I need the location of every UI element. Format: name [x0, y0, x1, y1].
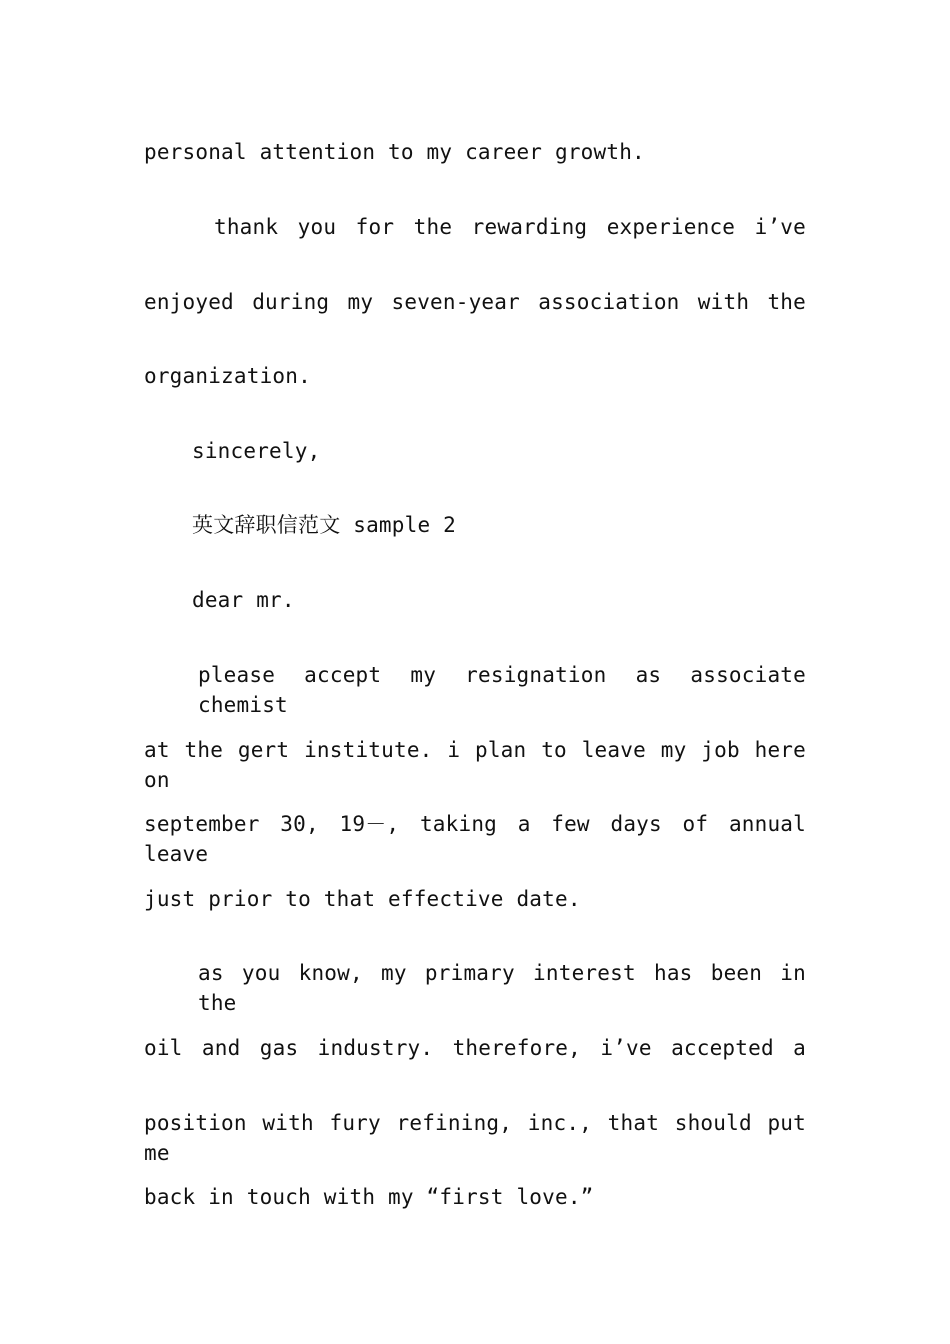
text-line: back in touch with my “first love.”: [144, 1185, 594, 1209]
text-line: oil and gas industry. therefore, i’ve accepted a: [144, 1036, 806, 1060]
text-line: personal attention to my career growth.: [144, 140, 645, 164]
paragraph-first-line: please accept my resignation as associate chemist: [198, 663, 806, 717]
paragraph-first-line: as you know, my primary interest has been in the: [198, 961, 806, 1015]
section-heading: 英文辞职信范文 sample 2: [192, 513, 456, 537]
text-line: just prior to that effective date.: [144, 887, 581, 911]
text-line: enjoyed during my seven-year association with the: [144, 290, 806, 314]
salutation-line: dear mr.: [192, 588, 295, 612]
closing-line: sincerely,: [192, 439, 321, 463]
text-line: september 30, 19－, taking a few days of annual leave: [144, 812, 806, 866]
text-line: organization.: [144, 364, 311, 388]
paragraph-first-line: thank you for the rewarding experience i’ve: [214, 215, 806, 239]
text-line: position with fury refining, inc., that should put me: [144, 1111, 806, 1165]
text-line: at the gert institute. i plan to leave my job here on: [144, 738, 806, 792]
